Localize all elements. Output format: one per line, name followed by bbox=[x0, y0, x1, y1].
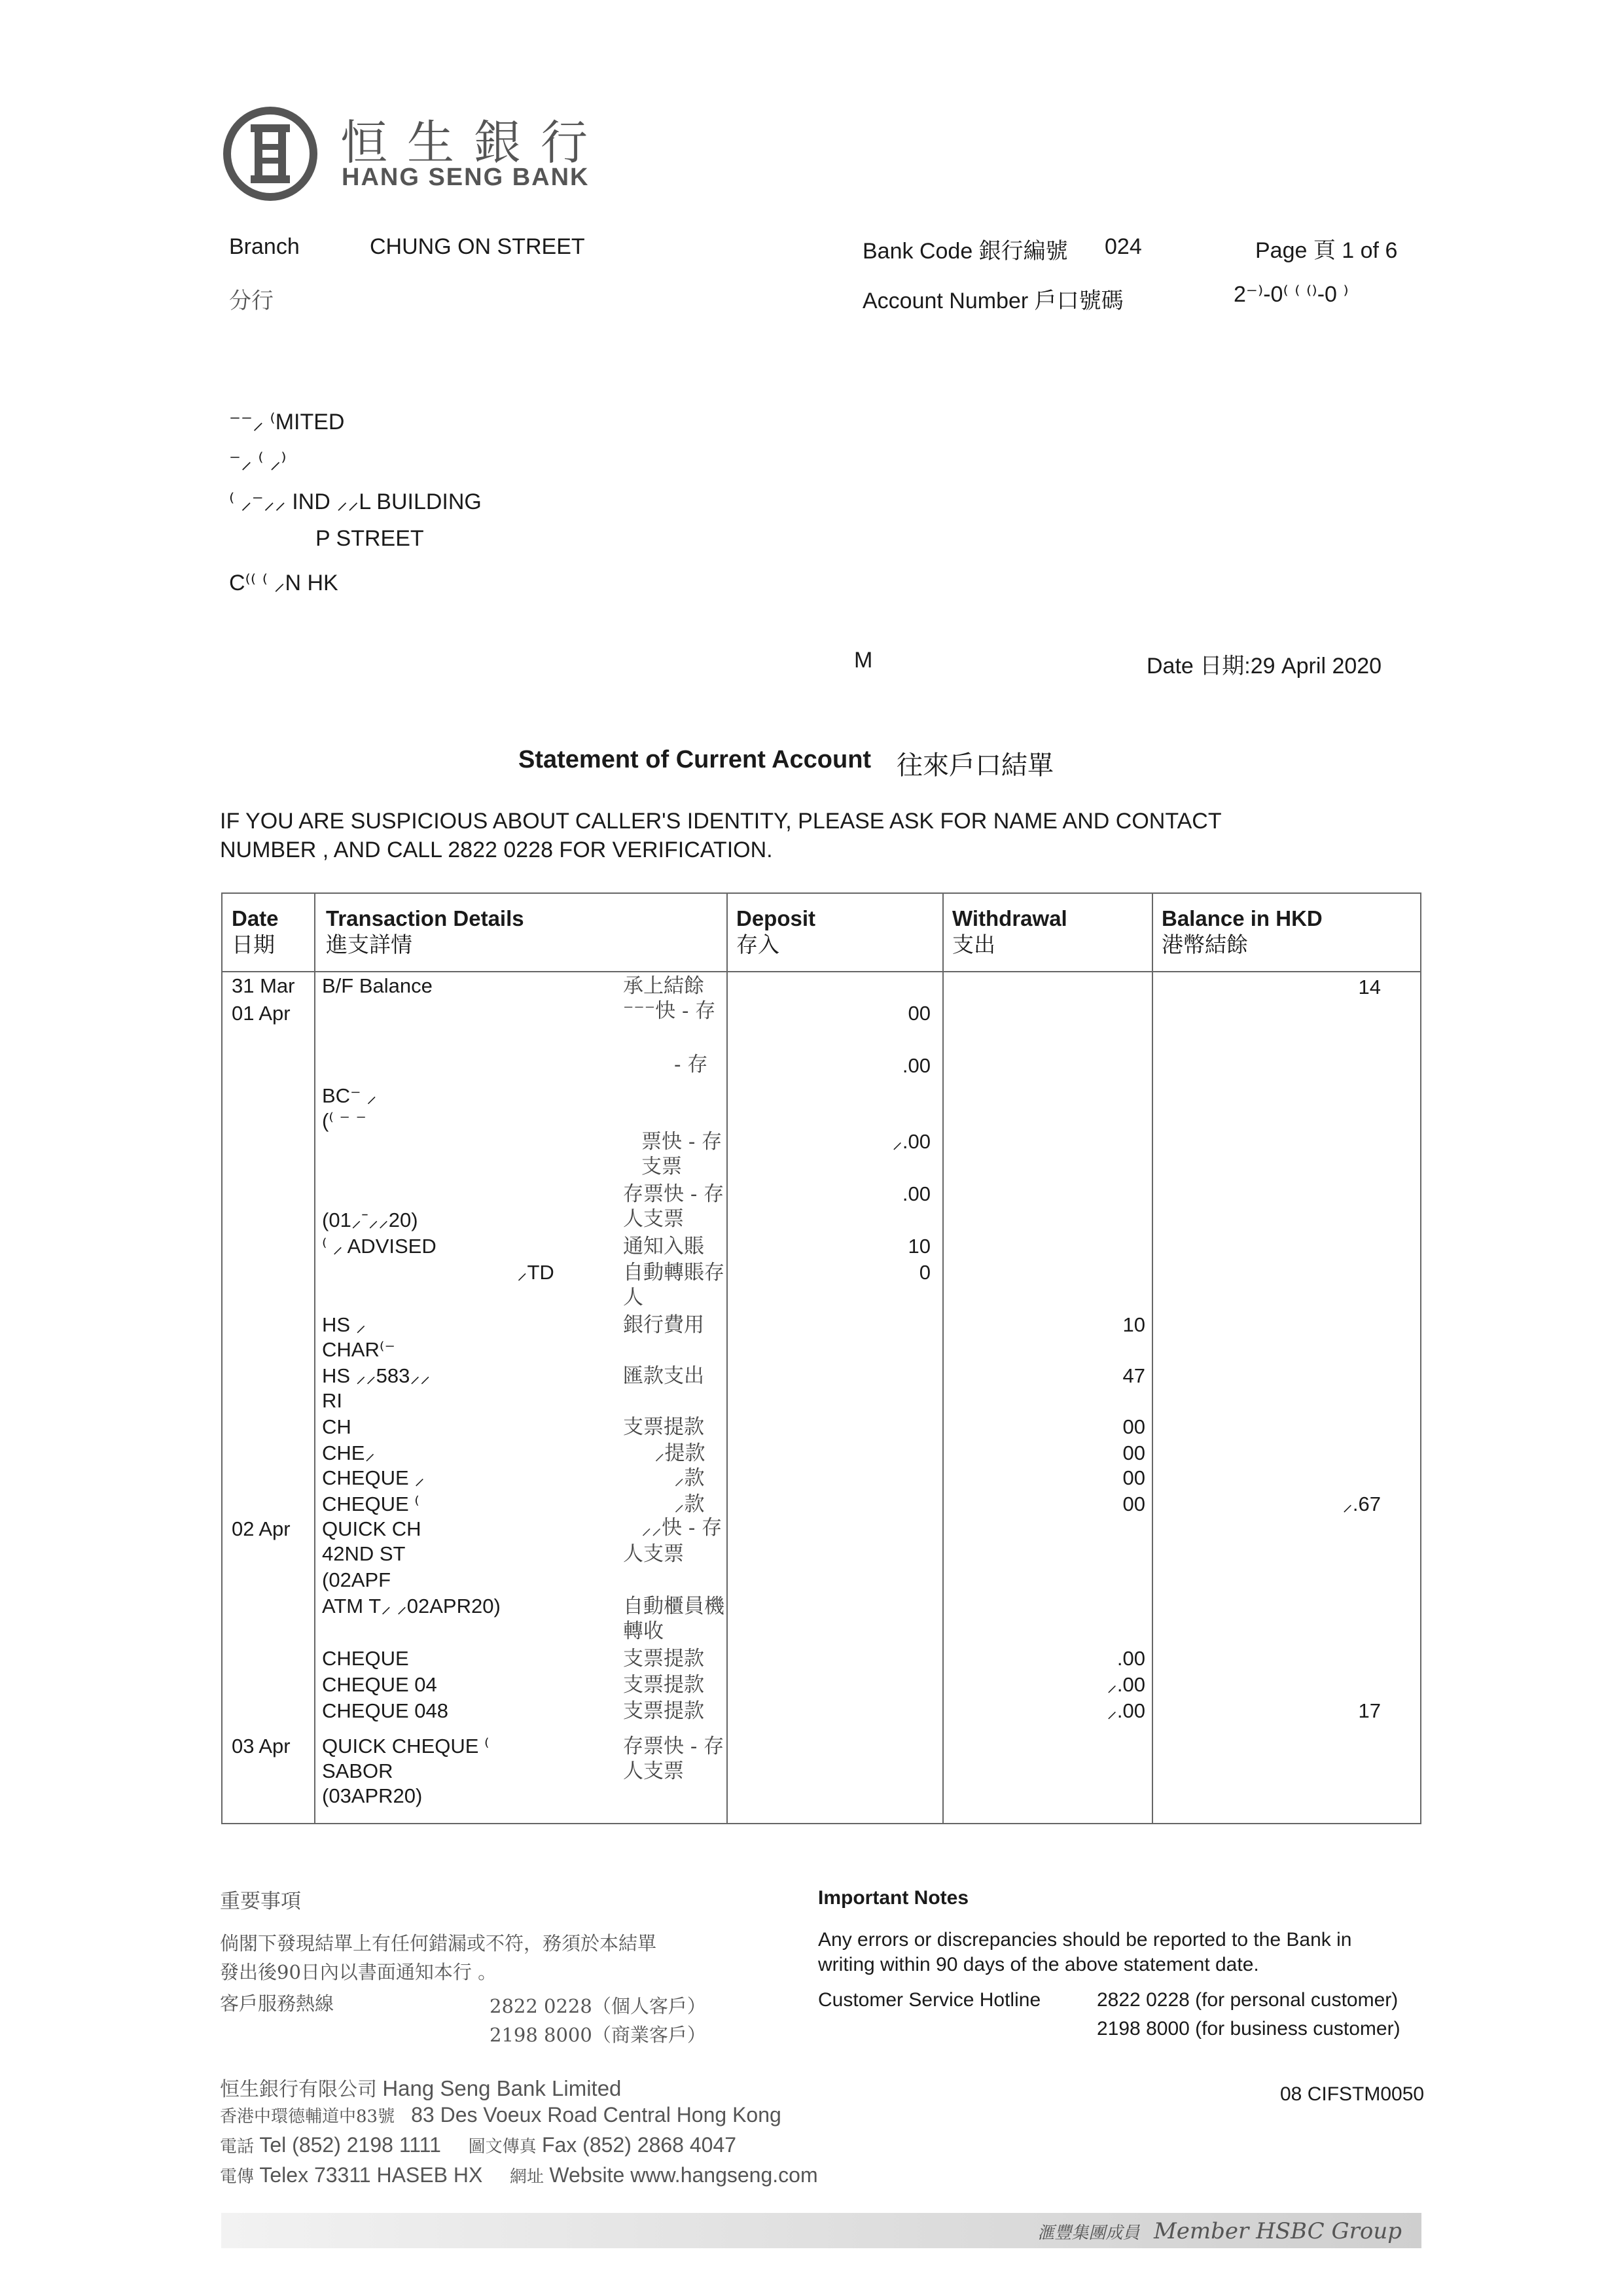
bank-code-value: 024 bbox=[1105, 234, 1142, 259]
deposit-amount: .00 bbox=[902, 1182, 931, 1205]
address-line-1: ⁻⁻⸝ ⁽MITED bbox=[229, 410, 345, 434]
row-date: 03 Apr bbox=[232, 1735, 291, 1757]
withdrawal-amount: 10 bbox=[1122, 1313, 1145, 1336]
detail-text-cn: ⸝⸝快 - 存 bbox=[641, 1516, 722, 1540]
address-line-2: ⁻⸝ ⁽ ⸝⁾ bbox=[229, 449, 287, 474]
detail-text: (02APF bbox=[322, 1568, 391, 1591]
detail-text: (⁽ ⁻ ⁻ bbox=[322, 1109, 366, 1132]
form-code: 08 CIFSTM0050 bbox=[1280, 2083, 1425, 2105]
detail-text-cn: 人支票 bbox=[623, 1207, 684, 1231]
row-date: 01 Apr bbox=[232, 1002, 291, 1025]
deposit-amount: 10 bbox=[908, 1235, 931, 1258]
row-date: 31 Mar bbox=[232, 974, 295, 997]
detail-text-cn: 存票快 - 存 bbox=[623, 1182, 724, 1206]
notes-title: Important Notes bbox=[818, 1887, 969, 1909]
withdrawal-amount: 47 bbox=[1122, 1364, 1145, 1387]
hotline-personal: 2822 0228 (for personal customer) bbox=[1097, 1989, 1399, 2011]
detail-text: HS ⸝ bbox=[322, 1313, 366, 1336]
address-line-3: ⁽ ⸝⁻⸝⸝ IND ⸝⸝L BUILDING bbox=[229, 489, 482, 514]
detail-text-cn: 人支票 bbox=[623, 1759, 684, 1783]
security-warning-line-1: IF YOU ARE SUSPICIOUS ABOUT CALLER'S IDENTITY, PLEASE ASK FOR NAME AND CONTACT bbox=[220, 809, 1222, 834]
detail-text: ATM T⸝ ⸝02APR20) bbox=[322, 1595, 501, 1617]
company-phone-fax: 電話 Tel (852) 2198 1111 圖文傳真 Fax (852) 2868 4047 bbox=[220, 2133, 737, 2157]
withdrawal-amount: 00 bbox=[1122, 1441, 1145, 1464]
detail-text: (03APR20) bbox=[322, 1784, 423, 1807]
hotline-business-cn: 2198 8000（商業客戶） bbox=[490, 2024, 706, 2046]
detail-text: BC⁻ ⸝ bbox=[322, 1084, 377, 1107]
notes-line-1: Any errors or discrepancies should be reported to the Bank in bbox=[818, 1929, 1352, 1951]
account-number-label: Account Number 戶口號碼 bbox=[863, 289, 1124, 313]
header-transaction-details: Transaction Details 進支詳情 bbox=[326, 906, 524, 957]
balance-amount: 17 bbox=[1358, 1699, 1381, 1722]
account-number-value: 2⁻⁾-0⁽ ⁽ ⁽⁾-0 ⁾ bbox=[1234, 282, 1349, 307]
detail-text: CH bbox=[322, 1415, 351, 1438]
detail-text-cn: 支票提款 bbox=[623, 1647, 704, 1670]
detail-text: CHEQUE ⁽ bbox=[322, 1492, 419, 1515]
deposit-amount: 0 bbox=[919, 1261, 931, 1284]
detail-text-cn: 自動櫃員機 bbox=[623, 1595, 724, 1618]
detail-text: CHEQUE 04 bbox=[322, 1673, 437, 1696]
bank-logo-icon bbox=[221, 105, 319, 203]
hotline-business: 2198 8000 (for business customer) bbox=[1097, 2018, 1400, 2040]
detail-text-cn: 匯款支出 bbox=[623, 1364, 704, 1388]
detail-text-cn: ⸝款 bbox=[674, 1466, 705, 1490]
detail-text: ⁽ ⸝ ADVISED bbox=[322, 1235, 437, 1258]
header-withdrawal: Withdrawal 支出 bbox=[952, 906, 1067, 957]
detail-text: CHEQUE ⸝ bbox=[322, 1466, 425, 1489]
detail-text: (01⸝⁻⸝⸝20) bbox=[322, 1209, 418, 1231]
header-deposit: Deposit 存入 bbox=[736, 906, 816, 957]
header-date: Date 日期 bbox=[232, 906, 279, 957]
detail-text-cn: ⁻⁻⁻快 - 存 bbox=[623, 999, 716, 1023]
detail-text: CHEQUE bbox=[322, 1647, 409, 1670]
branch-label: Branch bbox=[229, 234, 300, 259]
statement-title-cn: 往來戶口結單 bbox=[897, 751, 1054, 781]
withdrawal-amount: .00 bbox=[1116, 1647, 1145, 1670]
deposit-amount: ⸝.00 bbox=[892, 1130, 931, 1153]
notes-line-1-cn: 倘閣下發現結單上有任何錯漏或不符，務須於本結單 bbox=[220, 1932, 657, 1954]
bank-code-label: Bank Code 銀行編號 bbox=[863, 239, 1068, 264]
balance-amount: ⸝.67 bbox=[1342, 1492, 1381, 1515]
hotline-label-cn: 客戶服務熱線 bbox=[220, 1992, 334, 2015]
withdrawal-amount: 00 bbox=[1122, 1415, 1145, 1438]
detail-text: CHEQUE 048 bbox=[322, 1699, 448, 1722]
detail-text-cn: 支票提款 bbox=[623, 1699, 704, 1723]
bank-name-chinese: 恒生銀行 bbox=[340, 115, 608, 170]
detail-text-cn: 通知入賬 bbox=[623, 1235, 704, 1258]
withdrawal-amount: ⸝.00 bbox=[1107, 1673, 1145, 1696]
security-warning-line-2: NUMBER , AND CALL 2822 0228 FOR VERIFICATION. bbox=[220, 838, 773, 862]
hotline-personal-cn: 2822 0228（個人客戶） bbox=[490, 1995, 706, 2017]
address-line-4: P STREET bbox=[315, 526, 424, 551]
detail-text-cn: 自動轉賬存 bbox=[623, 1261, 724, 1284]
hsbc-member-text: 滙豐集團成員 Member HSBC Group bbox=[1037, 2218, 1402, 2244]
branch-value: CHUNG ON STREET bbox=[370, 234, 585, 259]
deposit-amount: 00 bbox=[908, 1002, 931, 1025]
detail-text-cn: 支票 bbox=[641, 1155, 682, 1178]
notes-title-cn: 重要事項 bbox=[220, 1890, 301, 1913]
detail-text-cn: 人支票 bbox=[623, 1542, 684, 1566]
detail-text: CHE⸝ bbox=[322, 1441, 375, 1464]
statement-date: Date 日期:29 April 2020 bbox=[1147, 654, 1382, 679]
company-telex-website: 電傳 Telex 73311 HASEB HX 網址 Website www.hangseng.com bbox=[220, 2163, 818, 2187]
hsbc-member-bar bbox=[221, 2213, 1421, 2248]
detail-text: SABOR bbox=[322, 1759, 393, 1782]
detail-text-cn: 存票快 - 存 bbox=[623, 1735, 724, 1758]
detail-text-cn: 票快 - 存 bbox=[641, 1130, 722, 1154]
detail-text: B/F Balance bbox=[322, 974, 433, 997]
deposit-amount: .00 bbox=[902, 1054, 931, 1077]
row-date: 02 Apr bbox=[232, 1517, 291, 1540]
detail-text: QUICK CHEQUE ⁽ bbox=[322, 1735, 490, 1757]
balance-amount: 14 bbox=[1358, 976, 1381, 998]
page-indicator: Page 頁 1 of 6 bbox=[1255, 238, 1398, 263]
detail-text-cn: 轉收 bbox=[623, 1619, 664, 1643]
m-marker: M bbox=[854, 648, 873, 673]
company-address: 香港中環德輔道中83號 83 Des Voeux Road Central Hong Kong bbox=[220, 2103, 781, 2127]
withdrawal-amount: 00 bbox=[1122, 1492, 1145, 1515]
detail-text: HS ⸝⸝583⸝⸝ bbox=[322, 1364, 431, 1387]
detail-text-cn: 承上結餘 bbox=[623, 974, 704, 998]
detail-text-cn: ⸝款 bbox=[674, 1492, 705, 1516]
detail-text-cn: 支票提款 bbox=[623, 1415, 704, 1439]
bank-name-english: HANG SENG BANK bbox=[342, 164, 590, 191]
company-name: 恒生銀行有限公司 Hang Seng Bank Limited bbox=[220, 2076, 622, 2101]
detail-text: QUICK CH bbox=[322, 1517, 421, 1540]
address-line-5: C⁽⁽ ⁽ ⸝N HK bbox=[229, 571, 338, 595]
branch-label-cn: 分行 bbox=[229, 288, 274, 314]
withdrawal-amount: ⸝.00 bbox=[1107, 1699, 1145, 1722]
statement-title: Statement of Current Account bbox=[518, 746, 872, 773]
hotline-label: Customer Service Hotline bbox=[818, 1989, 1041, 2011]
withdrawal-amount: 00 bbox=[1122, 1466, 1145, 1489]
detail-text: ⸝TD bbox=[517, 1261, 554, 1284]
header-balance: Balance in HKD 港幣結餘 bbox=[1162, 906, 1323, 957]
transaction-table bbox=[221, 892, 1421, 1824]
notes-line-2: writing within 90 days of the above statement date. bbox=[818, 1954, 1259, 1975]
detail-text-cn: 人 bbox=[623, 1286, 643, 1309]
detail-text-cn: - 存 bbox=[674, 1053, 708, 1076]
detail-text-cn: 銀行費用 bbox=[623, 1313, 704, 1337]
detail-text: RI bbox=[322, 1389, 342, 1412]
detail-text: CHAR⁽⁻ bbox=[322, 1338, 395, 1361]
detail-text: 42ND ST bbox=[322, 1542, 406, 1565]
notes-line-2-cn: 發出後90日內以書面通知本行 。 bbox=[220, 1961, 497, 1983]
detail-text-cn: ⸝提款 bbox=[654, 1441, 705, 1465]
detail-text-cn: 支票提款 bbox=[623, 1673, 704, 1697]
